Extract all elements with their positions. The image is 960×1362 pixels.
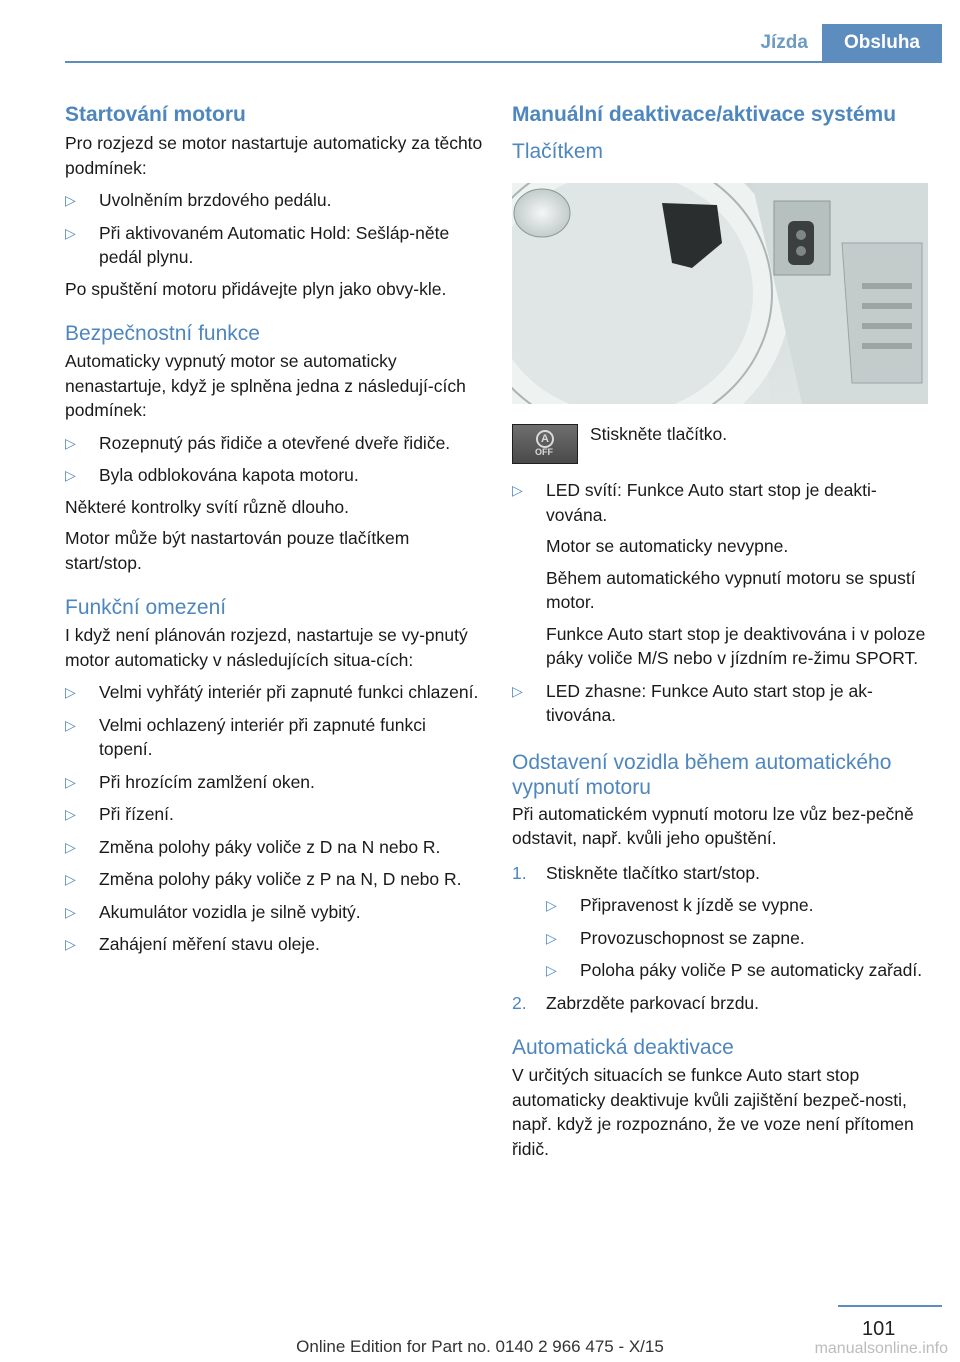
list-item: ▷ Provozuschopnost se zapne. — [546, 926, 932, 951]
step-item: 1. Stiskněte tlačítko start/stop. ▷ Připravenost k jízdě se vypne. ▷ Provozuschopnost se zapne. ▷ Poloha páky voliče P se automaticky zařadí. — [512, 861, 932, 983]
triangle-bullet-icon: ▷ — [546, 929, 557, 946]
section-title-funkcni-omezeni: Funkční omezení — [65, 596, 227, 619]
tab-jizda[interactable]: Jízda — [760, 32, 808, 53]
edition-note: Online Edition for Part no. 0140 2 966 475 - X/15 — [296, 1337, 664, 1356]
triangle-bullet-icon: ▷ — [546, 897, 557, 913]
bullet-list — [546, 893, 932, 983]
triangle-bullet-icon: ▷ — [65, 434, 76, 451]
paragraph: V určitých situacích se funkce Auto start stop automaticky deaktivuje kvůli zajištění bezpeč‐nosti, např. když je rozpoznáno, že ve voze není přítomen řidič. — [512, 1065, 914, 1159]
list-item: ▷ Uvolněním brzdového pedálu. — [65, 188, 483, 213]
button-instruction — [512, 424, 932, 464]
paragraph: Automaticky vypnutý motor se automaticky nenastartuje, když je splněna jedna z následují‐cích podmínek: — [65, 351, 466, 420]
triangle-bullet-icon: ▷ — [65, 871, 76, 887]
page-number: 101 — [862, 1318, 896, 1340]
triangle-bullet-icon: ▷ — [65, 684, 76, 700]
paragraph: Pro rozjezd se motor nastartuje automaticky za těchto podmínek: — [65, 133, 483, 178]
triangle-bullet-icon: ▷ — [65, 716, 76, 733]
triangle-bullet-icon: ▷ — [65, 806, 76, 822]
triangle-bullet-icon: ▷ — [65, 773, 76, 790]
triangle-bullet-icon: ▷ — [65, 838, 76, 855]
list-item: ▷ Velmi ochlazený interiér při zapnuté funkci topení. — [65, 714, 426, 759]
paragraph: Některé kontrolky svítí různě dlouho. — [65, 496, 350, 517]
section-title-manualni-deaktivace: Manuální deaktivace/aktivace systému — [512, 103, 897, 126]
auto-start-stop-button-icon: A OFF — [512, 424, 578, 464]
list-item: ▷ Změna polohy páky voliče z P na N, D nebo R. — [65, 867, 483, 892]
dashboard-photo — [512, 183, 928, 404]
paragraph: Motor může být nastartován pouze tlačítkem start/stop. — [65, 528, 410, 573]
list-item: ▷ Velmi vyhřátý interiér při zapnuté funkci chlazení. — [65, 680, 483, 705]
list-item: ▷ Poloha páky voliče P se automaticky zařadí. — [546, 958, 932, 983]
paragraph: Při automatickém vypnutí motoru lze vůz bez‐pečně odstavit, např. kvůli jeho opuštění. — [512, 803, 914, 848]
list-item: ▷ Při aktivovaném Automatic Hold: Sešláp‐něte pedál plynu. — [65, 222, 450, 267]
section-title-automaticka-deaktivace: Automatická deaktivace — [512, 1036, 734, 1059]
header-tabs — [746, 24, 942, 62]
left-column — [65, 102, 483, 957]
step-number: 2. — [512, 992, 527, 1013]
watermark: manualsonline.info — [814, 1340, 948, 1357]
triangle-bullet-icon: ▷ — [512, 482, 523, 498]
triangle-bullet-icon: ▷ — [65, 467, 76, 483]
list-item: ▷ LED svítí: Funkce Auto start stop je deakti‐vována. Motor se automaticky nevypne. Během automatického vypnutí motoru se spustí motor. Funkce Auto start stop je deaktivována i v poloze páky voliče M/S nebo v jízdním re‐žimu SPORT. — [512, 480, 926, 668]
list-item: ▷ Při řízení. — [65, 802, 483, 827]
triangle-bullet-icon: ▷ — [546, 962, 557, 978]
triangle-bullet-icon: ▷ — [512, 682, 523, 699]
button-caption: Stiskněte tlačítko. — [590, 424, 728, 444]
list-item: ▷ Při hrozícím zamlžení oken. — [65, 770, 483, 795]
paragraph: Po spuštění motoru přidávejte plyn jako obvy‐kle. — [65, 278, 447, 299]
list-item: ▷ Byla odblokována kapota motoru. — [65, 463, 483, 488]
bullet-list — [65, 188, 483, 270]
subsection-title-tlacitkem: Tlačítkem — [512, 140, 604, 163]
right-column — [512, 102, 932, 1161]
section-title-odstaveni: Odstavení vozidla během automatického vypnutí motoru — [512, 750, 892, 799]
header-rule — [65, 61, 942, 63]
numbered-steps — [512, 861, 932, 1016]
bullet-list — [65, 680, 483, 957]
list-item: ▷ Akumulátor vozidla je silně vybitý. — [65, 900, 483, 925]
paragraph: I když není plánován rozjezd, nastartuje se vy‐pnutý motor automaticky v následujících situa‐cích: — [65, 625, 468, 670]
footer-rule — [838, 1305, 942, 1307]
list-item: ▷ Rozepnutý pás řidiče a otevřené dveře řidiče. — [65, 431, 483, 456]
section-title-startovani: Startování motoru — [65, 103, 246, 126]
triangle-bullet-icon: ▷ — [65, 192, 76, 208]
tab-obsluha[interactable]: Obsluha — [822, 24, 942, 62]
list-item: ▷ Zahájení měření stavu oleje. — [65, 932, 483, 957]
list-item: ▷ Změna polohy páky voliče z D na N nebo R. — [65, 835, 483, 860]
led-list — [512, 478, 932, 728]
list-item: ▷ Připravenost k jízdě se vypne. — [546, 893, 932, 918]
step-number: 1. — [512, 862, 527, 883]
bullet-list — [65, 431, 483, 488]
step-item: 2. Zabrzděte parkovací brzdu. — [512, 991, 932, 1016]
list-item: ▷ LED zhasne: Funkce Auto start stop je ak‐tivována. — [512, 680, 873, 725]
triangle-bullet-icon: ▷ — [65, 903, 76, 920]
triangle-bullet-icon: ▷ — [65, 224, 76, 241]
section-title-bezpecnostni: Bezpečnostní funkce — [65, 322, 260, 345]
triangle-bullet-icon: ▷ — [65, 936, 76, 952]
